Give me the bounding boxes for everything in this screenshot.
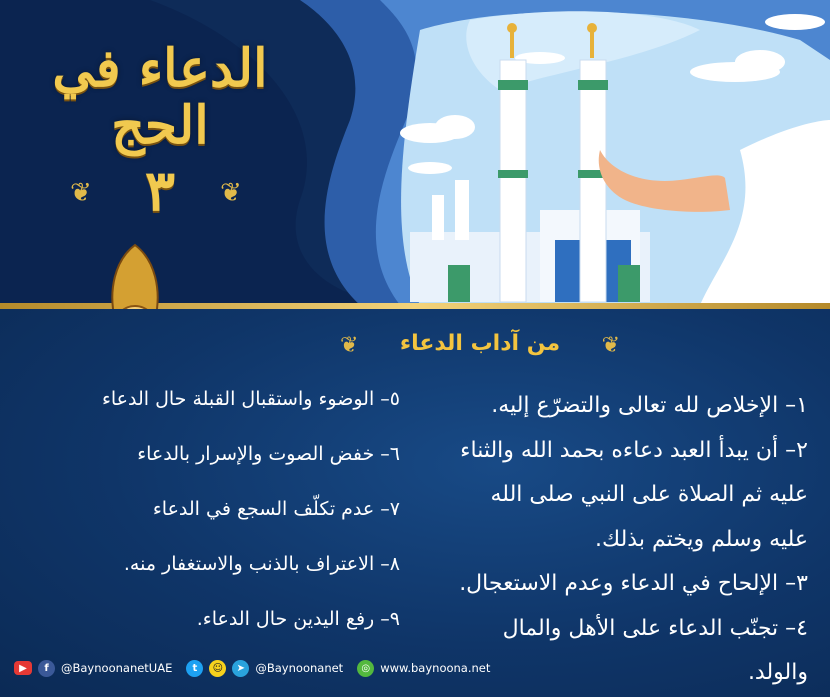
snapchat-icon[interactable]: ☺ (209, 660, 226, 677)
flourish-right-icon: ❦ (220, 178, 242, 208)
title-block (20, 40, 300, 224)
website-link[interactable]: www.baynoona.net (380, 661, 491, 675)
flourish-left-icon: ❦ (340, 333, 359, 358)
list-item: ٣– الإلحاح في الدعاء وعدم الاستعجال. (459, 571, 808, 596)
list-item: عليه ثم الصلاة على النبي صلى الله (490, 482, 808, 507)
handle-uae[interactable]: @BaynoonanetUAE (61, 661, 173, 675)
flourish-left-icon: ❦ (70, 178, 92, 208)
list-item: ١– الإخلاص لله تعالى والتضرّع إليه. (491, 393, 808, 418)
list-item: ٢– أن يبدأ العبد دعاءه بحمد الله والثناء (460, 437, 808, 463)
section-title: من آداب الدعاء (399, 331, 561, 356)
list-item: ٧– عدم تكلّف السجع في الدعاء (152, 498, 400, 520)
etiquette-list-right (408, 384, 808, 696)
handle-main[interactable]: @Baynoonanet (255, 661, 344, 675)
list-item: ٦– خفض الصوت والإسرار بالدعاء (137, 443, 400, 465)
page-title: الدعاء في الحج (52, 38, 268, 157)
etiquette-list-left (20, 382, 400, 657)
telegram-icon[interactable]: ➤ (232, 660, 249, 677)
title-number: ٣ (144, 158, 176, 225)
facebook-icon[interactable]: f (38, 660, 55, 677)
twitter-icon[interactable]: t (186, 660, 203, 677)
list-item: عليه وسلم ويختم بذلك. (595, 526, 808, 552)
list-item: ٨– الاعتراف بالذنب والاستغفار منه. (123, 553, 400, 575)
social-footer (14, 655, 814, 681)
web-icon[interactable]: ◎ (357, 660, 374, 677)
section-header (340, 327, 620, 367)
list-item: ٥– الوضوء واستقبال القبلة حال الدعاء (101, 388, 400, 410)
content-panel (0, 309, 830, 697)
youtube-icon[interactable]: ▶ (14, 661, 32, 675)
list-item: ٩– رفع اليدين حال الدعاء. (196, 608, 400, 630)
list-item: ٤– تجنّب الدعاء على الأهل والمال (502, 615, 808, 641)
flourish-right-icon: ❦ (601, 333, 620, 358)
list-item: والولد. (747, 660, 808, 685)
